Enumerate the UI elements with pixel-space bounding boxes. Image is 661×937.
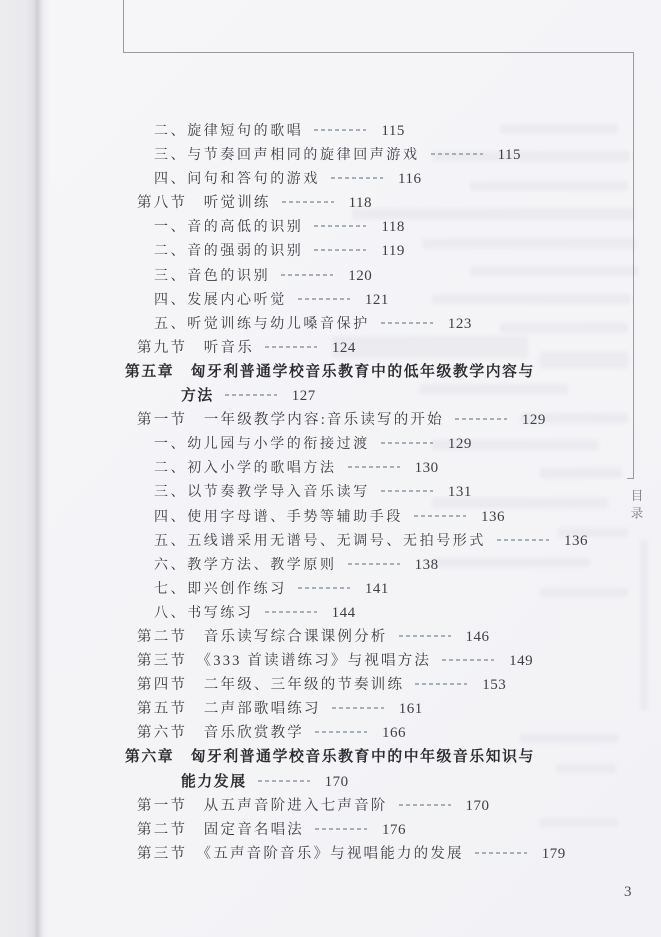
toc-entry — [0, 818, 661, 842]
toc-entry-text: 二、旋律短句的歌唱 — [154, 124, 304, 139]
dotted-leader — [415, 683, 467, 685]
toc-entry — [0, 143, 661, 167]
dotted-leader — [475, 852, 527, 854]
toc-entry — [0, 529, 661, 553]
dotted-leader — [225, 394, 277, 396]
toc-entry — [0, 673, 661, 697]
toc-entry-page: 138 — [414, 556, 439, 573]
toc-entry — [0, 264, 661, 288]
toc-entry — [0, 456, 661, 480]
toc-entry-page: 153 — [482, 677, 507, 694]
toc-entry-page: 146 — [465, 628, 490, 645]
toc-entry-page: 123 — [447, 315, 472, 332]
toc-entry — [0, 432, 661, 456]
toc-entry — [0, 288, 661, 312]
toc-entry-page: 119 — [381, 243, 405, 260]
toc-entry — [0, 577, 661, 601]
toc-entry — [0, 239, 661, 263]
toc-entry — [0, 842, 661, 866]
toc-entry-page: 127 — [291, 388, 316, 405]
toc-entry-text: 一、幼儿园与小学的衔接过渡 — [154, 437, 370, 453]
toc-entry-text: 二、音的强弱的识别 — [154, 244, 304, 260]
toc-entry-text: 第一节 一年级教学内容:音乐读写的开始 — [137, 412, 444, 429]
toc-entry — [0, 119, 661, 143]
dotted-leader — [381, 490, 433, 492]
dotted-leader — [431, 153, 483, 155]
toc-entry-text: 四、发展内心听觉 — [154, 292, 287, 308]
toc-entry-page: 129 — [447, 436, 472, 453]
toc-entry-page: 144 — [331, 604, 356, 621]
toc-entry-text: 三、与节奏回声相同的旋律回声游戏 — [154, 148, 420, 164]
dotted-leader — [298, 587, 350, 589]
margin-label-toc: 目录 — [629, 489, 643, 524]
toc-entry — [0, 215, 661, 239]
toc-entry — [0, 384, 661, 408]
toc-entry — [0, 553, 661, 577]
toc-entry — [0, 312, 661, 336]
dotted-leader — [381, 442, 433, 444]
toc-entry — [0, 408, 661, 432]
toc-entry-text: 第五节 二声部歌唱练习 — [137, 701, 321, 718]
toc-entry-page: 170 — [324, 773, 349, 790]
toc-entry — [0, 721, 661, 745]
dotted-leader — [331, 177, 383, 179]
toc-entry — [0, 697, 661, 721]
toc-entry-text: 八、书写练习 — [154, 605, 254, 621]
toc-entry-text: 方法 — [181, 387, 214, 405]
toc-entry-page: 136 — [481, 508, 505, 525]
toc-entry-page: 166 — [382, 725, 406, 742]
dotted-leader — [315, 731, 367, 733]
dotted-leader — [265, 611, 317, 613]
toc-entry-page: 141 — [364, 580, 389, 597]
toc-entry-text: 第三节 《333 首读谱练习》与视唱方法 — [137, 653, 432, 670]
dotted-leader — [399, 804, 451, 806]
toc-entry — [0, 191, 661, 215]
dotted-leader — [314, 249, 366, 251]
dotted-leader — [348, 563, 400, 565]
dotted-leader — [332, 707, 384, 709]
toc-entry-page: 131 — [447, 484, 472, 501]
toc-entry-page: 121 — [364, 291, 389, 308]
toc-entry-page: 118 — [381, 219, 405, 236]
toc-entry-text: 第二节 音乐读写综合课课例分析 — [137, 628, 388, 645]
frame-rule-horizontal — [123, 52, 634, 53]
toc-entry-text: 第六章 匈牙利普通学校音乐教育中的中年级音乐知识与 — [125, 748, 535, 766]
toc-entry — [0, 505, 661, 529]
dotted-leader — [381, 322, 433, 324]
dotted-leader — [497, 539, 549, 541]
page-number: 3 — [624, 884, 632, 900]
toc-entry-page: 124 — [331, 339, 356, 356]
toc-entry-page: 116 — [398, 171, 422, 188]
toc-entry-text: 七、即兴创作练习 — [154, 581, 287, 597]
toc-entry-text: 能力发展 — [181, 772, 247, 790]
toc-entry-page: 118 — [348, 195, 373, 212]
toc-entry-text: 四、使用字母谱、手势等辅助手段 — [154, 509, 403, 525]
dotted-leader — [414, 515, 466, 517]
dotted-leader — [314, 129, 366, 131]
dotted-leader — [314, 225, 366, 227]
dotted-leader — [455, 418, 507, 420]
toc-entry — [0, 770, 661, 794]
toc-entry-text: 六、教学方法、教学原则 — [154, 557, 337, 573]
toc-entry-text: 第二节 固定音名唱法 — [137, 821, 304, 838]
dotted-leader — [399, 635, 451, 637]
frame-rule-top-vertical — [123, 0, 124, 53]
toc-entry-page: 130 — [414, 460, 439, 477]
toc-entry-text: 二、初入小学的歌唱方法 — [154, 461, 337, 477]
toc-entry-text: 三、以节奏教学导入音乐读写 — [154, 485, 370, 501]
toc-entry-page: 115 — [381, 123, 405, 139]
toc-entry-page: 179 — [541, 845, 566, 862]
toc-entry-text: 第三节 《五声音阶音乐》与视唱能力的发展 — [137, 845, 464, 862]
toc-entry — [0, 480, 661, 504]
toc-entry — [0, 336, 661, 360]
dotted-leader — [315, 828, 367, 830]
toc-list — [0, 119, 661, 866]
toc-entry-page: 136 — [564, 532, 588, 549]
toc-entry-page: 120 — [348, 267, 373, 284]
dotted-leader — [298, 298, 350, 300]
toc-entry-page: 115 — [497, 147, 522, 164]
toc-entry-text: 第五章 匈牙利普通学校音乐教育中的低年级教学内容与 — [125, 362, 535, 380]
toc-entry-page: 170 — [465, 797, 490, 814]
toc-entry — [0, 649, 661, 673]
toc-entry-text: 一、音的高低的识别 — [154, 220, 304, 236]
toc-entry — [0, 601, 661, 625]
dotted-leader — [282, 201, 334, 203]
toc-entry-page: 129 — [521, 412, 546, 429]
toc-entry-text: 第六节 音乐欣赏教学 — [137, 725, 304, 742]
toc-entry — [0, 794, 661, 818]
toc-entry-text: 第九节 听音乐 — [137, 339, 254, 356]
toc-entry-page: 176 — [382, 821, 406, 838]
toc-entry-text: 五、听觉训练与幼儿嗓音保护 — [154, 316, 370, 332]
toc-entry-text: 三、音色的识别 — [154, 268, 271, 284]
toc-entry — [0, 625, 661, 649]
toc-entry — [0, 167, 661, 191]
toc-entry-page: 149 — [509, 653, 534, 670]
toc-entry-page: 161 — [398, 701, 423, 718]
toc-entry — [0, 360, 661, 384]
dotted-leader — [258, 780, 310, 782]
dotted-leader — [348, 466, 400, 468]
toc-entry-text: 五、五线谱采用无谱号、无调号、无拍号形式 — [154, 533, 486, 549]
dotted-leader — [281, 274, 333, 276]
dotted-leader — [265, 346, 317, 348]
toc-entry-text: 第八节 听觉训练 — [137, 195, 271, 212]
toc-entry — [0, 745, 661, 769]
toc-entry-text: 第一节 从五声音阶进入七声音阶 — [137, 797, 388, 814]
dotted-leader — [442, 659, 494, 661]
toc-entry-text: 四、问句和答句的游戏 — [154, 172, 320, 188]
toc-entry-text: 第四节 二年级、三年级的节奏训练 — [137, 677, 405, 694]
